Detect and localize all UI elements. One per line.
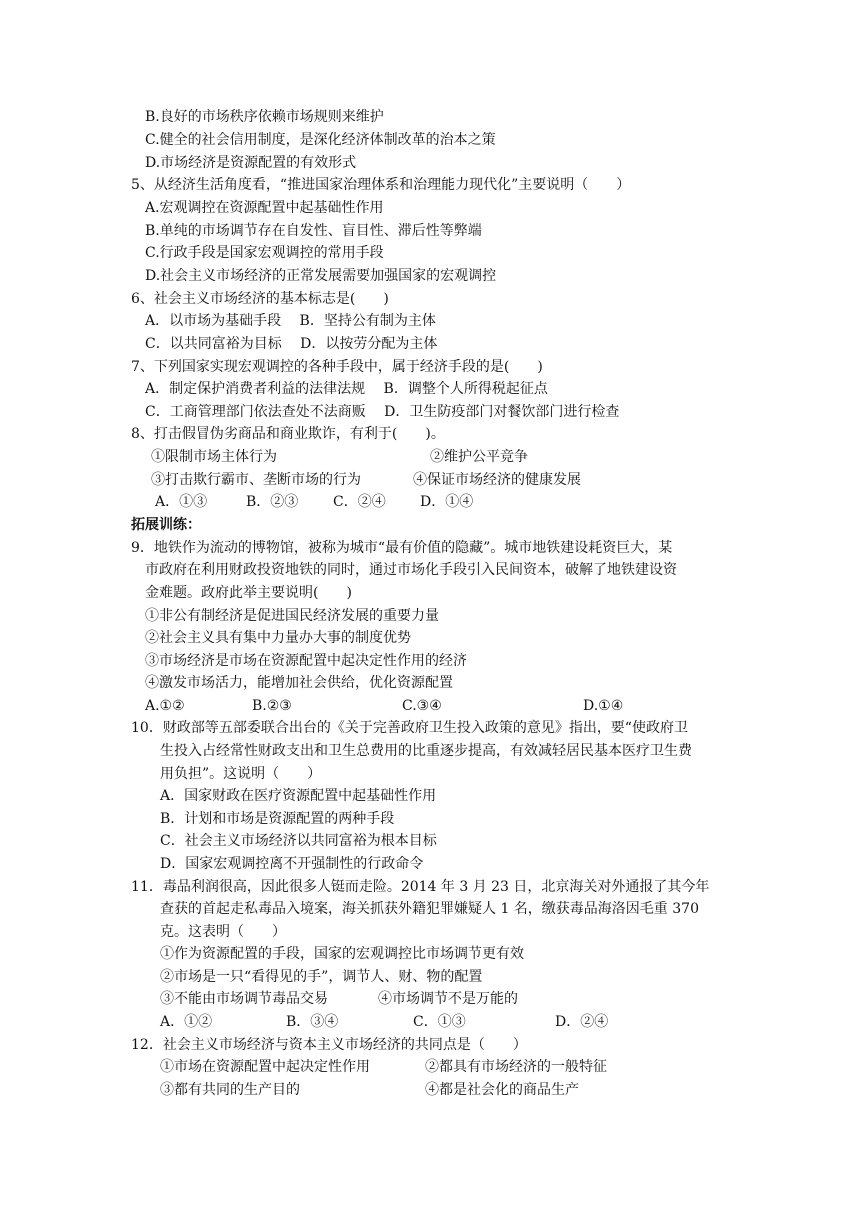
q9-stem-line-2: 市政府在利用财政投资地铁的同时，通过市场化手段引入民间资本，破解了地铁建设资 [145,562,677,578]
q11-option-b: B．③④ [286,1014,339,1030]
q10-option-a: A．国家财政在医疗资源配置中起基础性作用 [160,788,437,804]
q6-stem: 6、社会主义市场经济的基本标志是( ) [131,291,389,307]
q9-statement-3: ③市场经济是市场在资源配置中起决定性作用的经济 [145,653,467,669]
section-heading: 拓展训练： [131,517,201,533]
q5-option-c: C.行政手段是国家宏观调控的常用手段 [145,245,384,261]
q4-option-d: D.市场经济是资源配置的有效形式 [145,155,357,171]
q11-stem-line-3: 克。这表明（ ） [160,924,286,940]
q7-stem: 7、下列国家实现宏观调控的各种手段中，属于经济手段的是( ) [131,359,543,375]
q7-options-ab: A．制定保护消费者利益的法律法规 B．调整个人所得税起征点 [145,381,548,397]
q9-statement-1: ①非公有制经济是促进国民经济发展的重要力量 [145,608,439,624]
q7-options-cd: C．工商管理部门依法查处不法商贩 D．卫生防疫部门对餐饮部门进行检查 [145,404,620,420]
q6-options-ab: A．以市场为基础手段 B．坚持公有制为主体 [145,313,436,329]
q10-option-c: C．社会主义市场经济以共同富裕为根本目标 [160,833,437,849]
q11-statement-2: ②市场是一只“看得见的手”，调节人、财、物的配置 [160,969,483,985]
q8-stem: 8、打击假冒伪劣商品和商业欺诈，有利于( )。 [131,426,445,442]
q9-option-a: A.①② [145,698,185,714]
q12-stem: 12．社会主义市场经济与资本主义市场经济的共同点是（ ） [131,1037,527,1053]
q11-stem-line-2: 查获的首起走私毒品入境案，海关抓获外籍犯罪嫌疑人 1 名，缴获毒品海洛因毛重 370 [160,901,699,917]
q11-statement-3: ③不能由市场调节毒品交易 [160,991,328,1007]
q11-statement-1: ①作为资源配置的手段，国家的宏观调控比市场调节更有效 [160,946,524,962]
q10-stem-line-3: 用负担”。这说明（ ） [160,766,322,782]
q4-option-c: C.健全的社会信用制度，是深化经济体制改革的治本之策 [145,132,496,148]
q11-option-c: C．①③ [413,1014,466,1030]
q9-option-d: D.①④ [583,698,624,714]
q8-option-d: D．①④ [420,494,474,510]
q10-stem-line-2: 生投入占经常性财政支出和卫生总费用的比重逐步提高，有效减轻居民基本医疗卫生费 [160,743,692,759]
q10-option-b: B．计划和市场是资源配置的两种手段 [160,811,395,827]
q10-option-d: D．国家宏观调控离不开强制性的行政命令 [160,856,424,872]
q5-stem: 5、从经济生活角度看，“推进国家治理体系和治理能力现代化”主要说明（ ） [131,177,631,193]
q9-stem-line-3: 金难题。政府此举主要说明( ) [145,585,352,601]
q8-statement-2: ②维护公平竞争 [430,449,528,465]
q12-statement-1: ①市场在资源配置中起决定性作用 [160,1059,370,1075]
q12-statement-4: ④都是社会化的商品生产 [425,1082,579,1098]
q11-option-d: D．②④ [555,1014,609,1030]
q9-stem-line-1: 9．地铁作为流动的博物馆，被称为城市“最有价值的隐藏”。城市地铁建设耗资巨大，某 [131,540,673,556]
q5-option-b: B.单纯的市场调节存在自发性、盲目性、滞后性等弊端 [145,223,482,239]
q12-statement-2: ②都具有市场经济的一般特征 [425,1059,607,1075]
q11-statement-4: ④市场调节不是万能的 [378,991,518,1007]
q8-statement-3: ③打击欺行霸市、垄断市场的行为 [151,472,361,488]
q8-statement-1: ①限制市场主体行为 [151,449,277,465]
q8-option-b: B．②③ [246,494,299,510]
q8-option-a: A．①③ [155,494,208,510]
q8-statement-4: ④保证市场经济的健康发展 [413,472,581,488]
q6-options-cd: C．以共同富裕为目标 D．以按劳分配为主体 [145,336,438,352]
q9-statement-2: ②社会主义具有集中力量办大事的制度优势 [145,630,411,646]
q10-stem-line-1: 10．财政部等五部委联合出台的《关于完善政府卫生投入政策的意见》指出，要“使政府卫 [131,720,688,736]
q8-option-c: C．②④ [333,494,386,510]
q11-option-a: A．①② [160,1014,213,1030]
q9-option-c: C.③④ [402,698,442,714]
q9-option-b: B.②③ [252,698,292,714]
q5-option-a: A.宏观调控在资源配置中起基础性作用 [145,200,384,216]
q11-stem-line-1: 11．毒品利润很高，因此很多人铤而走险。2014 年 3 月 23 日，北京海关对外通报了其今年 [131,879,710,895]
q9-statement-4: ④激发市场活力，能增加社会供给，优化资源配置 [145,675,453,691]
q5-option-d: D.社会主义市场经济的正常发展需要加强国家的宏观调控 [145,268,497,284]
q4-option-b: B.良好的市场秩序依赖市场规则来维护 [145,109,384,125]
q12-statement-3: ③都有共同的生产目的 [160,1082,300,1098]
